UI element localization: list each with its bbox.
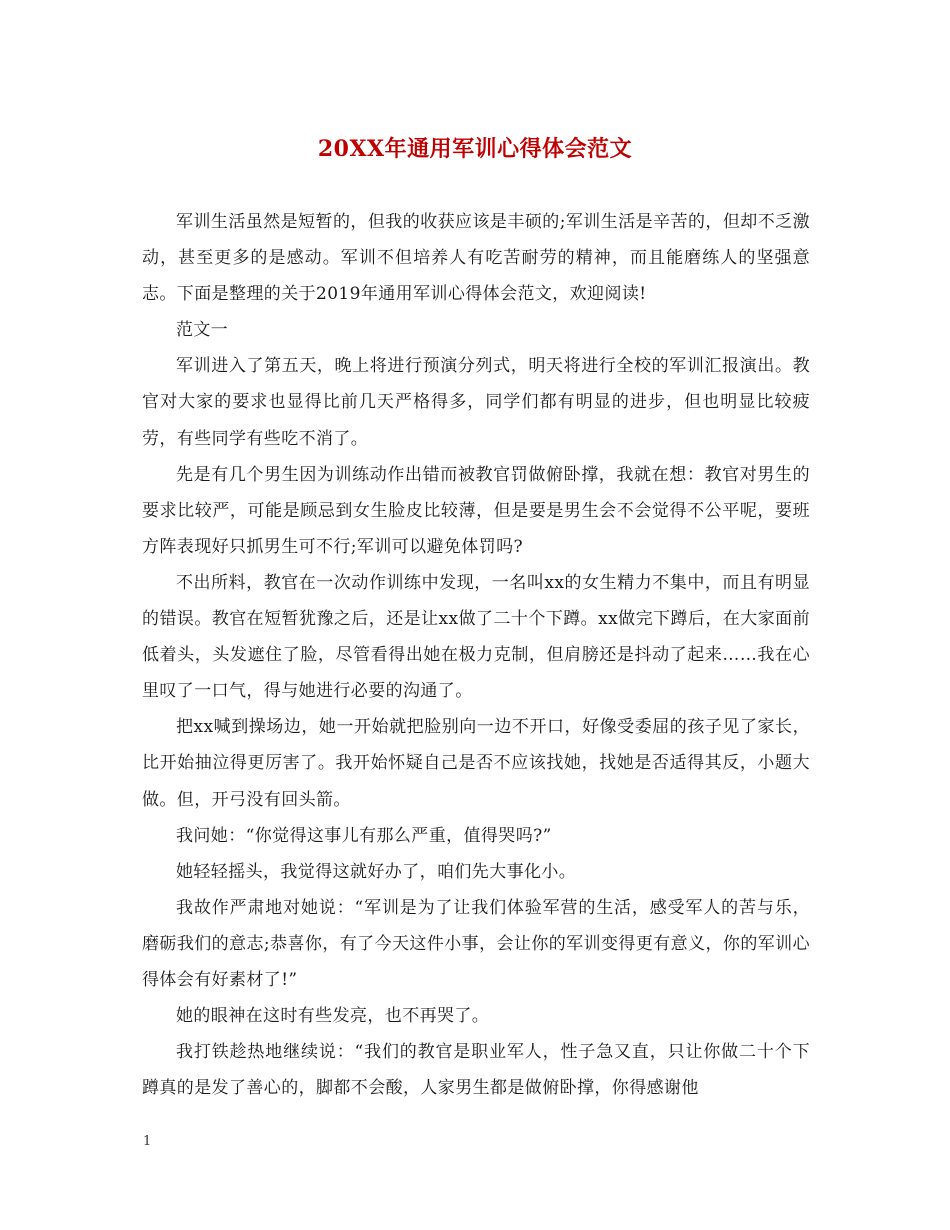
paragraph: 我故作严肃地对她说：“军训是为了让我们体验军营的生活，感受军人的苦与乐，磨砺我们的意志;恭喜你，有了今天这件小事，会让你的军训变得更有意义，你的军训心得体会有好素材了!” (142, 897, 810, 990)
page-number: 1 (143, 1134, 152, 1149)
paragraph: 她的眼神在这时有些发亮，也不再哭了。 (176, 1006, 490, 1027)
paragraph: 她轻轻摇头，我觉得这就好办了，咱们先大事化小。 (176, 861, 577, 882)
paragraph: 先是有几个男生因为训练动作出错而被教官罚做俯卧撑，我就在想：教官对男生的要求比较严，可能是顾忌到女生脸皮比较薄，但是要是男生会不会觉得不公平呢，要班方阵表现好只抓男生可不行;军训可以避免体罚吗? (142, 464, 810, 557)
document-title: 20XX年通用军训心得体会范文 (317, 136, 633, 162)
paragraph-intro: 军训生活虽然是短暂的，但我的收获应该是丰硕的;军训生活是辛苦的，但却不乏激动，甚至更多的是感动。军训不但培养人有吃苦耐劳的精神，而且能磨练人的坚强意志。下面是整理的关于2019年通用军训心得体会范文，欢迎阅读! (142, 212, 810, 305)
paragraph: 我问她：“你觉得这事儿有那么严重，值得哭吗?” (176, 825, 552, 846)
paragraph: 我打铁趁热地继续说：“我们的教官是职业军人，性子急又直，只让你做二十个下蹲真的是发了善心的，脚都不会酸，人家男生都是做俯卧撑，你得感谢他 (142, 1042, 810, 1099)
paragraph-section-heading: 范文一 (176, 320, 229, 341)
paragraph: 军训进入了第五天，晚上将进行预演分列式，明天将进行全校的军训汇报演出。教官对大家的要求也显得比前几天严格得多，同学们都有明显的进步，但也明显比较疲劳，有些同学有些吃不消了。 (142, 356, 810, 449)
paragraph: 把xx喊到操场边，她一开始就把脸别向一边不开口，好像受委屈的孩子见了家长，比开始抽泣得更厉害了。我开始怀疑自己是否不应该找她，找她是否适得其反，小题大做。但，开弓没有回头箭。 (142, 717, 810, 810)
paragraph: 不出所料，教官在一次动作训练中发现，一名叫xx的女生精力不集中，而且有明显的错误。教官在短暂犹豫之后，还是让xx做了二十个下蹲。xx做完下蹲后，在大家面前低着头，头发遮住了脸，尽管看得出她在极力克制，但肩膀还是抖动了起来……我在心里叹了一口气，得与她进行必要的沟通了。 (142, 572, 810, 702)
document-body (142, 204, 810, 1106)
